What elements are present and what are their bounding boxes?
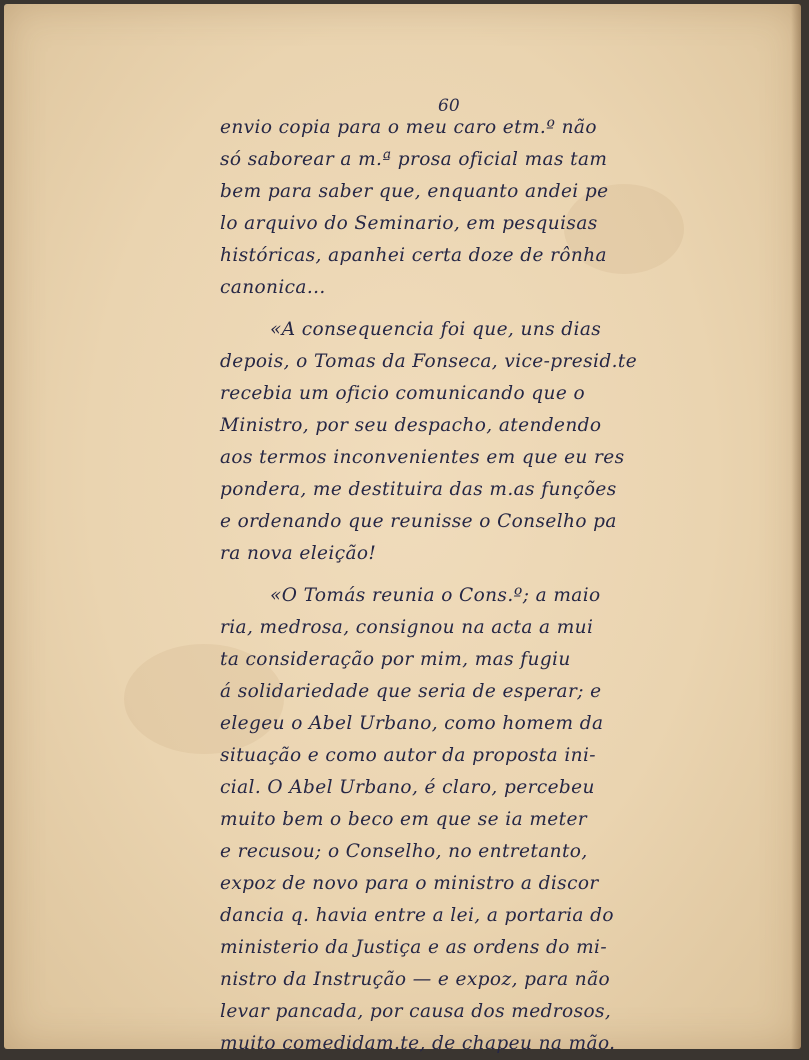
- manuscript-line: cial. O Abel Urbano, é claro, percebeu: [220, 777, 595, 798]
- manuscript-line: aos termos inconvenientes em que eu res: [220, 447, 625, 468]
- manuscript-line: recebia um oficio comunicando que o: [220, 383, 585, 404]
- page-edge-shadow: [791, 4, 801, 1049]
- manuscript-text: [220, 112, 700, 1060]
- manuscript-line: expoz de novo para o ministro a discor: [220, 873, 599, 894]
- manuscript-line: bem para saber que, enquanto andei pe: [220, 181, 609, 202]
- manuscript-line: canonica...: [220, 277, 326, 298]
- manuscript-line: á solidariedade que seria de esperar; e: [220, 681, 602, 702]
- manuscript-line: ministerio da Justiça e as ordens do mi-: [220, 937, 608, 958]
- manuscript-line: nistro da Instrução — e expoz, para não: [220, 969, 611, 990]
- manuscript-line: dancia q. havia entre a lei, a portaria do: [220, 905, 614, 926]
- manuscript-line: e ordenando que reunisse o Conselho pa: [220, 511, 617, 532]
- manuscript-line: só saborear a m.ª prosa oficial mas tam: [220, 149, 608, 170]
- manuscript-line: situação e como autor da proposta ini-: [220, 745, 596, 766]
- manuscript-line: lo arquivo do Seminario, em pesquisas: [220, 213, 598, 234]
- manuscript-line: muito bem o beco em que se ia meter: [220, 809, 588, 830]
- manuscript-line: envio copia para o meu caro etm.º não: [220, 117, 597, 138]
- manuscript-page: [4, 4, 801, 1054]
- manuscript-line: muito comedidam.te, de chapeu na mão.: [220, 1033, 616, 1054]
- manuscript-line: depois, o Tomas da Fonseca, vice-presid.te: [220, 351, 638, 372]
- manuscript-line: «A consequencia foi que, uns dias: [270, 319, 602, 340]
- manuscript-line: elegeu o Abel Urbano, como homem da: [220, 713, 604, 734]
- manuscript-line: levar pancada, por causa dos medrosos,: [220, 1001, 612, 1022]
- manuscript-line: históricas, apanhei certa doze de rônha: [220, 245, 607, 266]
- manuscript-line: «O Tomás reunia o Cons.º; a maio: [270, 585, 601, 606]
- manuscript-line: ra nova eleição!: [220, 543, 377, 564]
- manuscript-line: ta consideração por mim, mas fugiu: [220, 649, 571, 670]
- manuscript-line: e recusou; o Conselho, no entretanto,: [220, 841, 588, 862]
- manuscript-line: ria, medrosa, consignou na acta a mui: [220, 617, 594, 638]
- manuscript-line: pondera, me destituira das m.as funções: [220, 479, 617, 500]
- page-number: 60: [438, 96, 460, 116]
- manuscript-line: Ministro, por seu despacho, atendendo: [220, 415, 602, 436]
